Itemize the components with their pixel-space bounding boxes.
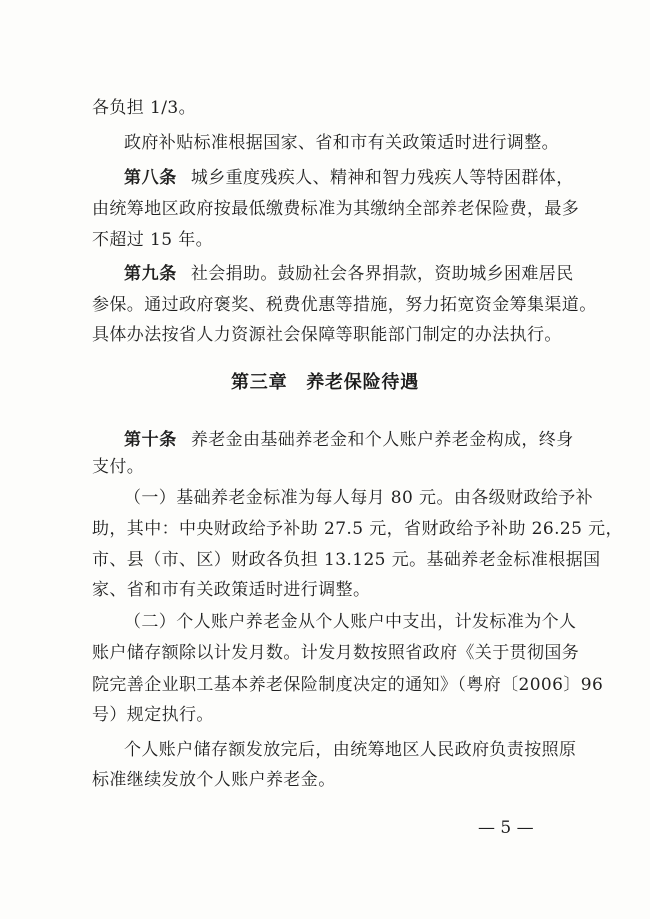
text-line: 由统筹地区政府按最低缴费标准为其缴纳全部养老保险费，最多	[92, 199, 580, 219]
page-number: — 5 —	[478, 818, 534, 838]
article-10-text: 养老金由基础养老金和个人账户养老金构成，终身	[190, 430, 574, 450]
chapter-heading: 第三章 养老保险待遇	[231, 372, 419, 393]
text-line: （一）基础养老金标准为每人每月 80 元。由各级财政给予补	[124, 488, 594, 508]
text-line: 支付。	[92, 457, 145, 477]
text-line: 各负担 1/3。	[92, 98, 196, 118]
text-line: 个人账户储存额发放完后，由统筹地区人民政府负责按照原	[124, 740, 577, 760]
article-9-line	[124, 262, 596, 286]
article-8-label: 第八条	[124, 168, 177, 188]
text-line: 市、县（市、区）财政各负担 13.125 元。基础养老金标准根据国	[92, 550, 601, 570]
article-8-text: 城乡重度残疾人、精神和智力残疾人等特困群体，	[190, 168, 574, 188]
text-line: （二）个人账户养老金从个人账户中支出，计发标准为个人	[124, 612, 577, 632]
text-line: 政府补贴标准根据国家、省和市有关政策适时进行调整。	[124, 133, 559, 153]
text-line: 具体办法按省人力资源社会保障等职能部门制定的办法执行。	[92, 325, 562, 345]
text-line: 账户储存额除以计发月数。计发月数按照省政府《关于贯彻国务	[92, 643, 580, 663]
text-line: 院完善企业职工基本养老保险制度决定的通知》（粤府〔2006〕96	[92, 675, 604, 695]
article-10-label: 第十条	[124, 430, 177, 450]
text-line: 号）规定执行。	[92, 705, 214, 725]
article-9-label: 第九条	[124, 264, 177, 284]
article-10-line	[124, 428, 596, 452]
article-8-line	[124, 166, 596, 190]
text-line: 家、省和市有关政策适时进行调整。	[92, 580, 371, 600]
text-line: 不超过 15 年。	[92, 230, 214, 250]
article-9-text: 社会捐助。鼓励社会各界捐款，资助城乡困难居民	[190, 264, 574, 284]
text-line: 标准继续发放个人账户养老金。	[92, 770, 336, 790]
text-line: 助，其中：中央财政给予补助 27.5 元，省财政给予补助 26.25 元，	[92, 519, 623, 539]
text-line: 参保。通过政府褒奖、税费优惠等措施，努力拓宽资金筹集渠道。	[92, 295, 597, 315]
